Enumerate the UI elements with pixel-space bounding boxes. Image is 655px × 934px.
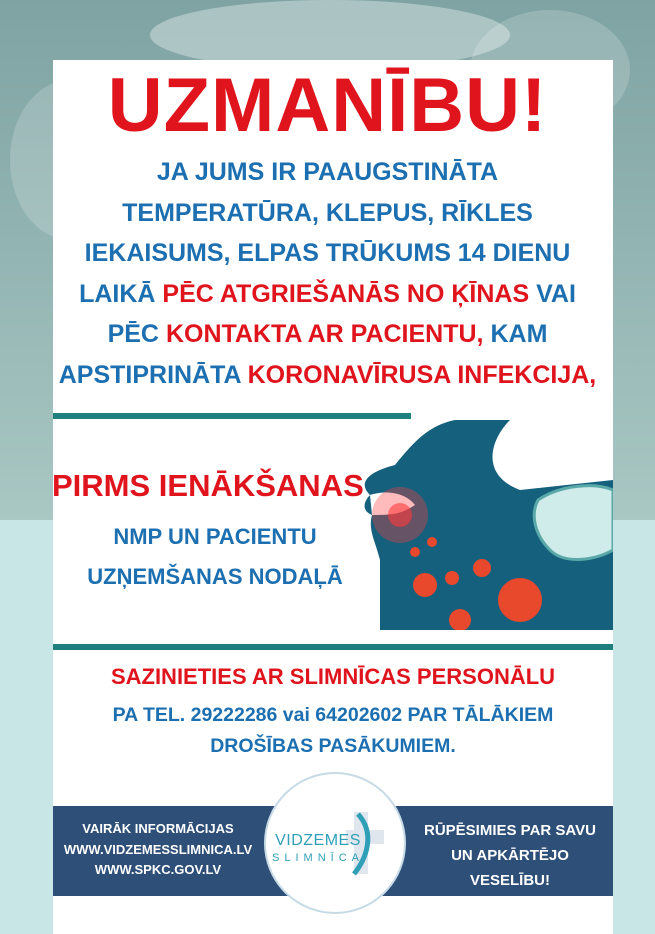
intro-line: [20, 355, 635, 396]
intro-highlight: KORONAVĪRUSA INFEKCIJA,: [247, 360, 597, 389]
intro-text: [20, 152, 635, 395]
slogan-line: VESELĪBU!: [469, 872, 550, 889]
department-line: NMP UN PACIENTU: [113, 524, 317, 549]
intro-highlight: PĒC ATGRIEŠANĀS NO ĶĪNAS: [162, 279, 530, 308]
intro-highlight: KONTAKTA AR PACIENTU,: [165, 320, 484, 348]
poster-title: UZMANĪBU!: [107, 63, 548, 148]
contact-heading: SAZINIETIES AR SLIMNĪCAS PERSONĀLU: [110, 664, 556, 689]
intro-line: JA JUMS IR PAAUGSTINĀTA: [156, 158, 499, 186]
department-line: UZŅEMŠANAS NODAĻĀ: [87, 564, 343, 589]
department-text: [60, 517, 370, 597]
footer-info: [58, 819, 258, 881]
contact-line: PA TEL. 29222286 vai 64202602 PAR TĀLĀKIEM: [112, 704, 554, 726]
intro-text-part: PĒC: [107, 320, 166, 348]
footer-info-label: VAIRĀK INFORMĀCIJAS: [82, 821, 234, 836]
virus-illustration: [360, 420, 613, 630]
logo-name: VIDZEMES: [275, 832, 361, 849]
footer-slogan: [415, 818, 605, 893]
intro-line: [20, 314, 635, 355]
intro-text-part: APSTIPRINĀTA: [58, 360, 248, 389]
slogan-line: RŪPĒSIMIES PAR SAVU: [424, 822, 596, 839]
divider-line: [53, 644, 613, 650]
contact-text: [53, 700, 613, 762]
before-entry-heading: PIRMS IENĀKŠANAS: [52, 468, 364, 503]
virus-illustration-icon: [360, 420, 613, 630]
intro-text-part: LAIKĀ: [79, 279, 163, 308]
slogan-line: UN APKĀRTĒJO: [451, 847, 569, 864]
intro-text-part: KAM: [483, 320, 548, 348]
intro-line: TEMPERATŪRA, KLEPUS, RĪKLES: [122, 198, 533, 227]
footer-link[interactable]: WWW.VIDZEMESSLIMNICA.LV: [63, 841, 253, 857]
intro-text-part: VAI: [529, 279, 576, 308]
divider-line: [53, 413, 411, 419]
intro-line: [20, 274, 635, 315]
footer-link[interactable]: WWW.SPKC.GOV.LV: [94, 862, 222, 877]
intro-line: IEKAISUMS, ELPAS TRŪKUMS 14 DIENU: [84, 239, 571, 267]
logo-subname: SLIMNĪCA: [272, 852, 364, 864]
contact-line: DROŠĪBAS PASĀKUMIEM.: [210, 735, 456, 757]
